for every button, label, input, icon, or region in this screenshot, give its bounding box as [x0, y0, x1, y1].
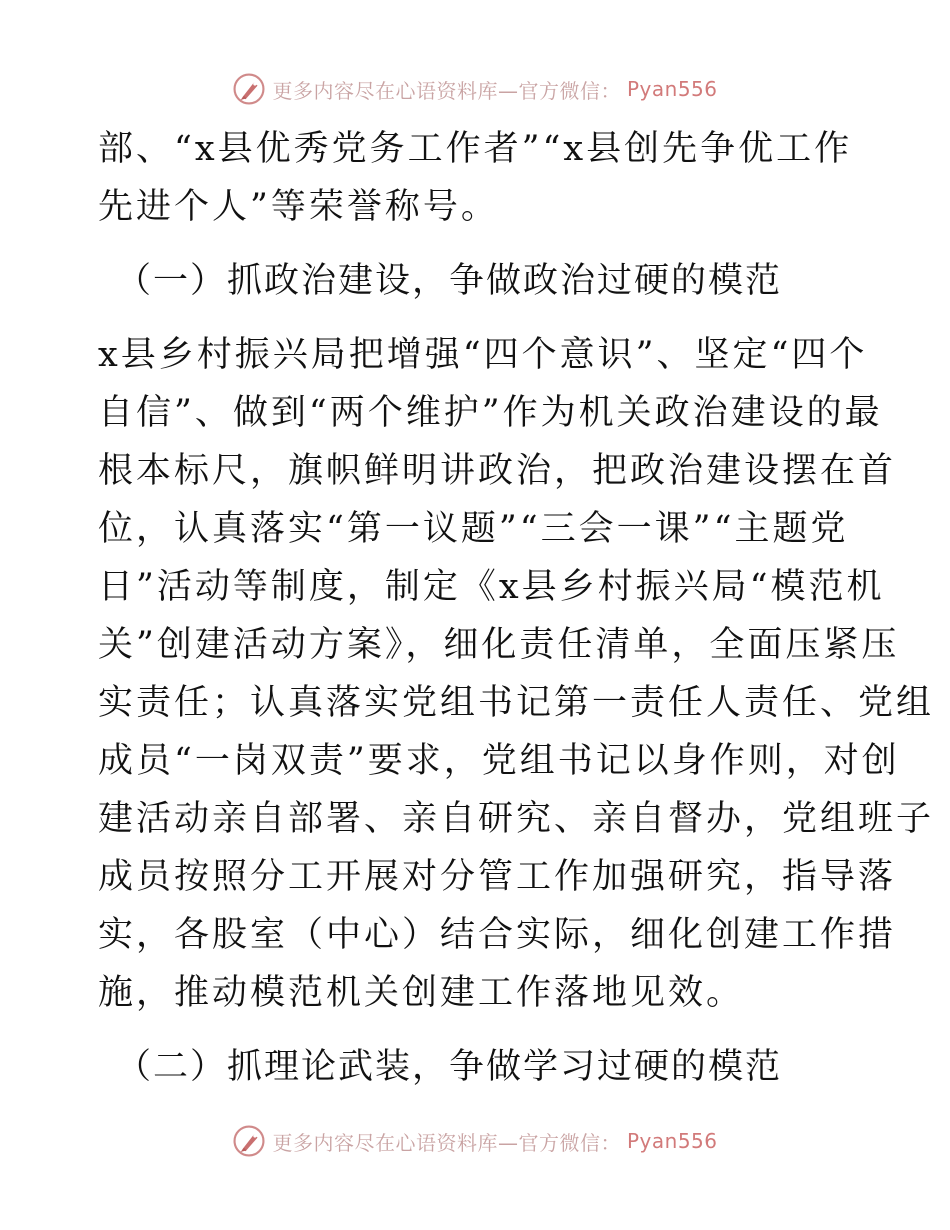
paragraph-1	[98, 120, 858, 236]
text-line: 建活动亲自部署、亲自研究、亲自督办，党组班子	[98, 799, 935, 839]
section-heading-1: （一）抓政治建设，争做政治过硬的模范	[116, 261, 783, 301]
text-line: 实责任；认真落实党组书记第一责任人责任、党组	[98, 683, 935, 723]
pen-nib-logo-icon	[232, 72, 266, 106]
footer-watermark	[0, 1124, 950, 1158]
header-watermark	[0, 72, 950, 106]
text-line: 自信”、做到“两个维护”作为机关政治建设的最	[98, 393, 883, 433]
text-line: 部、“x县优秀党务工作者”“x县创先争优工作	[98, 129, 853, 169]
text-line: 日”活动等制度，制定《x县乡村振兴局“模范机	[98, 567, 885, 607]
text-line: 成员“一岗双责”要求，党组书记以身作则，对创	[98, 741, 900, 781]
text-line: 施，推动模范机关创建工作落地见效。	[98, 973, 745, 1013]
text-line: 关”创建活动方案》，细化责任清单，全面压紧压	[98, 625, 900, 665]
watermark-text: 更多内容尽在心语资料库—官方微信：	[272, 1130, 621, 1155]
pen-nib-logo-icon	[232, 1124, 266, 1158]
paragraph-2	[98, 326, 935, 1022]
document-body	[98, 120, 935, 1096]
text-line: 位，认真落实“第一议题”“三会一课”“主题党	[98, 509, 849, 549]
text-line: 根本标尺，旗帜鲜明讲政治，把政治建设摆在首	[98, 451, 897, 491]
text-line: 实，各股室（中心）结合实际，细化创建工作措	[98, 915, 897, 955]
watermark-text: 更多内容尽在心语资料库—官方微信：	[272, 78, 621, 103]
watermark-wechat-id: Pyan556	[626, 1129, 718, 1153]
text-line: 先进个人”等荣誉称号。	[98, 187, 499, 227]
watermark-wechat-id: Pyan556	[626, 77, 718, 101]
text-line: 成员按照分工开展对分管工作加强研究，指导落	[98, 857, 897, 897]
section-heading-2: （二）抓理论武装，争做学习过硬的模范	[116, 1047, 783, 1087]
text-line: x县乡村振兴局把增强“四个意识”、坚定“四个	[98, 335, 868, 375]
